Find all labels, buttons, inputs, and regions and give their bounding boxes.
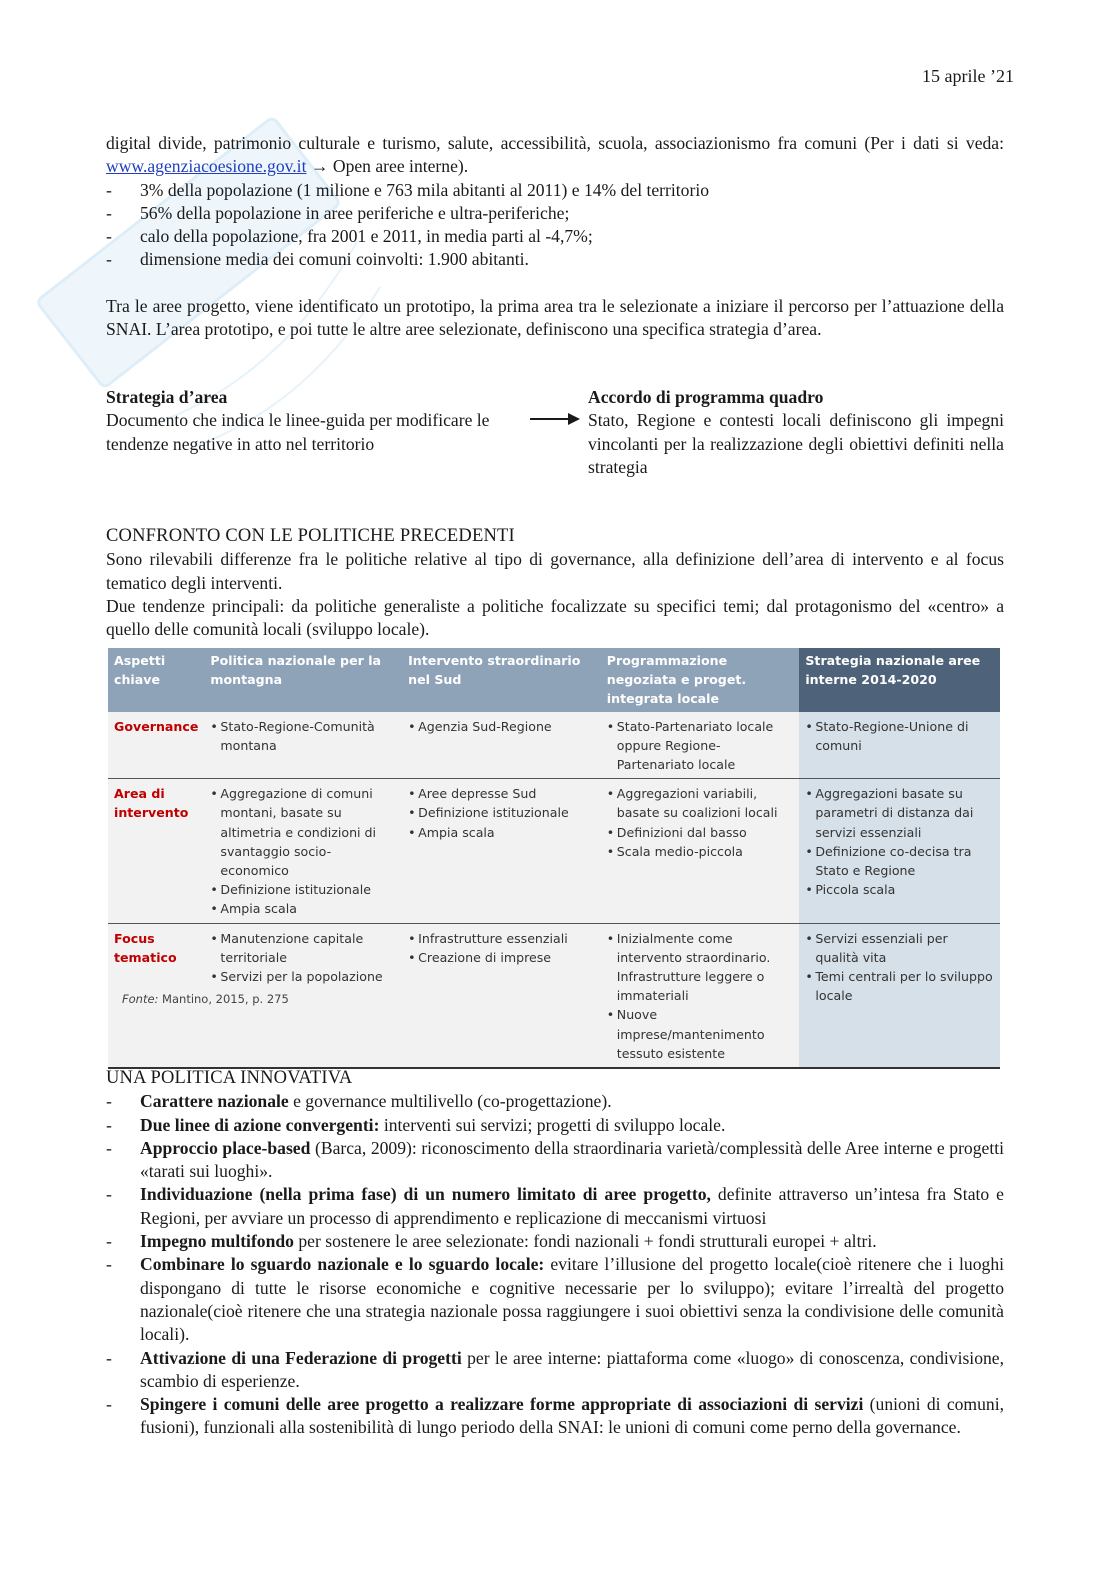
cell-bullet: • Ampia scala xyxy=(408,823,595,842)
cell-bullet: • Ampia scala xyxy=(210,899,396,918)
cell-bullet: • Creazione di imprese xyxy=(408,948,595,967)
table-row xyxy=(108,712,1000,779)
row-header: Area di intervento xyxy=(108,779,204,923)
innovativa-heading: UNA POLITICA INNOVATIVA xyxy=(106,1068,353,1088)
cell-bullet: • Aree depresse Sud xyxy=(408,784,595,803)
item-text: (Barca, 2009): riconoscimento della straordinaria varietà/complessità delle Aree interne e progetti «tarati sui luoghi». xyxy=(140,1137,1005,1182)
cell-bullet: • Definizione co-decisa tra Stato e Regione xyxy=(805,842,994,880)
page-date: 15 aprile ’21 xyxy=(922,66,1014,86)
cell-bullet: • Inizialmente come intervento straordinario. Infrastrutture leggere o immateriali xyxy=(607,929,794,1006)
cell-bullet: • Stato-Partenariato locale oppure Regione-Partenariato locale xyxy=(607,717,794,775)
strategia-title: Strategia d’area xyxy=(106,387,228,407)
item-text: evitare l’illusione del progetto locale(cioè ritenere che i luoghi dispongano di tutte le risorse economiche e cognitive necessarie per lo sviluppo); evitare l’irrealtà del progetto nazionale(cioè ritenere che una strategia nazionale possa raggiungere i suoi obiettivi senza la condivisione delle comunità locali). xyxy=(140,1254,1005,1345)
table-cell xyxy=(799,779,1000,923)
cell-bullet: • Servizi essenziali per qualità vita xyxy=(805,929,994,967)
list-item xyxy=(106,1090,1004,1113)
strategia-box xyxy=(106,386,526,456)
innovativa-list xyxy=(106,1090,1004,1439)
intro-paragraph xyxy=(106,132,1004,179)
confronto-paragraph: Due tendenze principali: da politiche generaliste a politiche focalizzate su specifici temi; dal protagonismo del «centro» a quello delle comunità locali (sviluppo locale). xyxy=(106,595,1004,640)
column-header: Intervento straordinario nel Sud xyxy=(402,648,601,712)
cell-bullet: • Definizione istituzionale xyxy=(210,880,396,899)
source-text: Mantino, 2015, p. 275 xyxy=(158,992,289,1006)
cell-bullet: • Manutenzione capitale territoriale xyxy=(210,929,396,967)
cell-bullet: • Aggregazioni variabili, basate su coalizioni locali xyxy=(607,784,794,822)
cell-bullet: • Nuove imprese/mantenimento tessuto esistente xyxy=(607,1005,794,1063)
table-cell xyxy=(601,923,800,1068)
cell-bullet: • Scala medio-piccola xyxy=(607,842,794,861)
innovativa-section xyxy=(106,1067,1004,1440)
list-item xyxy=(106,1230,1004,1253)
cell-bullet: • Stato-Regione-Comunità montana xyxy=(210,717,396,755)
item-text: per le aree interne: piattaforma come «luogo» di conoscenza, condivisione, scambio di esperienze. xyxy=(140,1347,1004,1391)
prototype-section xyxy=(106,295,1004,342)
intro-text: digital divide, patrimonio culturale e turismo, salute, accessibilità, scuola, associazionismo fra comuni (Per i dati si veda: xyxy=(106,133,1004,153)
flow-arrow-icon xyxy=(530,412,580,426)
table-source xyxy=(122,992,289,1006)
list-item xyxy=(106,1114,1004,1137)
cell-bullet: • Piccola scala xyxy=(805,880,994,899)
source-label: Fonte: xyxy=(122,992,159,1006)
stats-list xyxy=(106,179,1004,272)
cell-bullet: • Aggregazione di comuni montani, basate su altimetria e condizioni di svantaggio socio-economico xyxy=(210,784,396,880)
row-header: Governance xyxy=(108,712,204,779)
cell-bullet: • Agenzia Sud-Regione xyxy=(408,717,595,736)
cell-bullet: • Temi centrali per lo sviluppo locale xyxy=(805,967,994,1005)
strategia-text: Documento che indica le linee-guida per modificare le tendenze negative in atto nel territorio xyxy=(106,410,490,454)
table-cell xyxy=(601,779,800,923)
item-bold: Carattere nazionale xyxy=(140,1091,289,1112)
column-header: Aspetti chiave xyxy=(108,648,204,712)
table-cell xyxy=(204,712,402,779)
row-header-label: Focus tematico xyxy=(114,930,177,965)
column-header: Programmazione negoziata e proget. integrata locale xyxy=(601,648,800,712)
confronto-heading: CONFRONTO CON LE POLITICHE PRECEDENTI xyxy=(106,526,515,546)
strategy-flow xyxy=(106,386,1004,482)
table-cell xyxy=(402,712,601,779)
cell-bullet: • Stato-Regione-Unione di comuni xyxy=(805,717,994,755)
list-item xyxy=(106,1137,1004,1184)
list-item: - 3% della popolazione (1 milione e 763 mila abitanti al 2011) e 14% del territorio xyxy=(106,179,1004,202)
arrow-right-icon: → xyxy=(306,156,333,177)
item-text: e governance multilivello (co-progettazione). xyxy=(288,1091,612,1112)
column-header: Politica nazionale per la montagna xyxy=(204,648,402,712)
list-item xyxy=(106,1183,1004,1230)
table-row xyxy=(108,779,1000,923)
cell-bullet: • Aggregazioni basate su parametri di distanza dai servizi essenziali xyxy=(805,784,994,842)
item-text: interventi sui servizi; progetti di sviluppo locale. xyxy=(379,1114,726,1135)
cell-bullet: • Definizione istituzionale xyxy=(408,803,595,822)
item-text: per sostenere le aree selezionate: fondi nazionali + fondi strutturali europei + altri. xyxy=(293,1231,877,1252)
table-cell xyxy=(601,712,800,779)
accordo-text: Stato, Regione e contesti locali definiscono gli impegni vincolanti per la realizzazione degli obiettivi definiti nella strategia xyxy=(588,410,1004,477)
column-header: Strategia nazionale aree interne 2014-2020 xyxy=(799,648,1000,712)
list-item xyxy=(106,1393,1004,1440)
item-bold: Approccio place-based xyxy=(140,1137,311,1158)
confronto-section xyxy=(106,525,1004,641)
intro-text-end: Open aree interne). xyxy=(332,156,469,177)
prototype-paragraph: Tra le aree progetto, viene identificato un prototipo, la prima area tra le selezionate a iniziare il percorso per l’attuazione della SNAI. L’area prototipo, e poi tutte le altre aree selezionate, definiscono una specifica strategia d’area. xyxy=(106,296,1004,340)
accordo-box xyxy=(588,386,1004,479)
item-bold: Individuazione (nella prima fase) di un numero limitato di aree progetto, xyxy=(140,1184,711,1205)
intro-section xyxy=(106,132,1004,272)
cell-bullet: • Infrastrutture essenziali xyxy=(408,929,595,948)
confronto-paragraph: Sono rilevabili differenze fra le politiche relative al tipo di governance, alla definizione dell’area di intervento e al focus tematico degli interventi. xyxy=(106,549,1004,593)
item-bold: Impegno multifondo xyxy=(140,1231,294,1252)
item-text: definite attraverso un’intesa fra Stato e Regioni, per avviare un processo di apprendimento e replicazione di meccanismi virtuosi xyxy=(140,1184,1004,1228)
table-header-row xyxy=(108,648,1000,712)
item-bold: Combinare lo sguardo nazionale e lo sguardo locale: xyxy=(140,1254,545,1275)
cell-bullet: • Definizioni dal basso xyxy=(607,823,794,842)
list-item xyxy=(106,1347,1004,1394)
cell-bullet: • Servizi per la popolazione xyxy=(210,967,396,986)
item-bold: Due linee di azione convergenti: xyxy=(140,1114,380,1135)
list-item xyxy=(106,1253,1004,1346)
item-text: (unioni di comuni, fusioni), funzionali alla sostenibilità di lungo periodo della SNAI: le unioni di comuni come perno della governance. xyxy=(140,1394,1005,1438)
table-cell xyxy=(799,923,1000,1068)
table-cell xyxy=(204,779,402,923)
table-cell xyxy=(799,712,1000,779)
list-item: - 56% della popolazione in aree periferiche e ultra-periferiche; xyxy=(106,202,1004,225)
list-item: - dimensione media dei comuni coinvolti: 1.900 abitanti. xyxy=(106,248,1004,271)
list-item: - calo della popolazione, fra 2001 e 2011, in media parti al -4,7%; xyxy=(106,225,1004,248)
item-bold: Attivazione di una Federazione di progetti xyxy=(140,1347,462,1368)
agenzia-link[interactable]: www.agenziacoesione.gov.it xyxy=(106,156,307,177)
item-bold: Spingere i comuni delle aree progetto a realizzare forme appropriate di associazioni di servizi xyxy=(140,1394,864,1415)
table-cell xyxy=(402,779,601,923)
table-cell xyxy=(402,923,601,1068)
accordo-title: Accordo di programma quadro xyxy=(588,387,824,407)
